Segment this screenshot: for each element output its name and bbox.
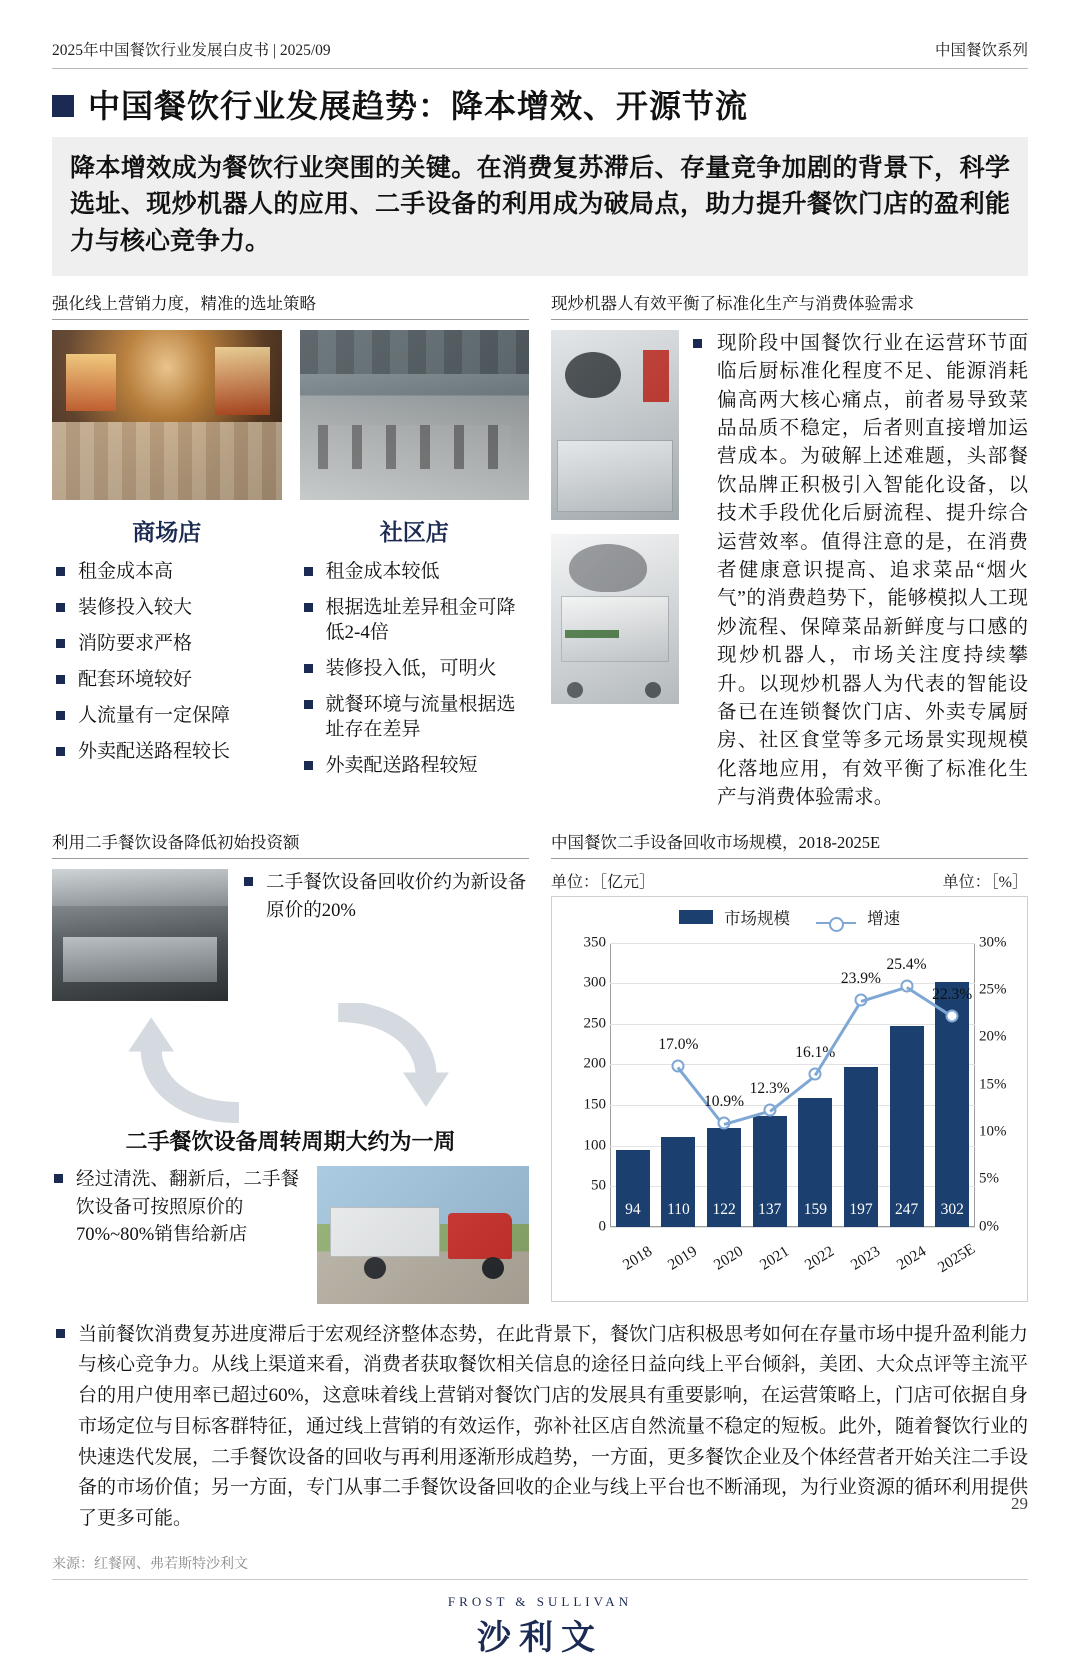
cycle-arrows	[52, 1003, 529, 1123]
list-item: 租金成本较低	[300, 559, 530, 584]
chart-bar-label: 94	[625, 1200, 641, 1218]
brand-en-text: FROST & SULLIVAN	[447, 1594, 633, 1610]
brand-logo	[52, 1594, 1028, 1659]
chart-bar-label: 247	[894, 1200, 919, 1218]
chart-canvas	[551, 896, 1028, 1302]
chart-x-tick: 2019	[665, 1242, 701, 1274]
chart-y2-tick: 25%	[979, 981, 1007, 998]
chart-unit-right: 单位：［%］	[942, 873, 1028, 891]
chart-y2-tick: 15%	[979, 1076, 1007, 1093]
list-item: 配套环境较好	[52, 667, 282, 692]
title-text: 中国餐饮行业发展趋势：降本增效、开源节流	[88, 88, 749, 124]
chart-x-tick: 2020	[710, 1242, 747, 1274]
legend-item-line	[816, 905, 900, 929]
community-bullet-list	[300, 559, 530, 779]
kitchen-equipment-photo	[52, 869, 228, 1001]
chart-x-tick: 2022	[802, 1242, 838, 1274]
list-item: 人流量有一定保障	[52, 703, 282, 728]
legend-bar-label: 市场规模	[724, 908, 790, 928]
chart-bar-label: 122	[712, 1200, 736, 1218]
chart-bar-label: 110	[667, 1200, 690, 1218]
source-note: 来源：红餐网、弗若斯特沙利文	[52, 1557, 248, 1573]
cycle-title-text: 二手餐饮设备周转周期大约为一周	[125, 1128, 456, 1154]
chart-heading: 中国餐饮二手设备回收市场规模，2018-2025E	[551, 829, 1028, 859]
chart-y-tick: 300	[583, 974, 606, 991]
list-item: 根据选址差异租金可降低2-4倍	[300, 595, 530, 645]
chart-y2-tick: 20%	[979, 1028, 1007, 1045]
header-divider	[52, 68, 1028, 69]
store-name-mall: 商场店	[132, 519, 202, 545]
chart-bar-label: 137	[758, 1200, 782, 1218]
panel-secondhand-heading: 利用二手餐饮设备降低初始投资额	[52, 829, 529, 859]
legend-line-label: 增速	[867, 908, 901, 928]
chart-x-tick: 2018	[619, 1242, 655, 1274]
chart-line-label: 25.4%	[886, 956, 927, 974]
chart-y-tick: 200	[583, 1055, 606, 1072]
chart-gridline	[610, 983, 975, 984]
chart-legend	[552, 897, 1027, 929]
header-left-text: 2025年中国餐饮行业发展白皮书 | 2025/09	[52, 42, 331, 59]
panel-market-size-chart	[551, 829, 1028, 1304]
chart-x-tick: 2024	[893, 1242, 929, 1274]
chart-gridline	[610, 1227, 975, 1228]
list-item: 装修投入较大	[52, 595, 282, 620]
cooking-robot-paragraph: 现阶段中国餐饮行业在运营环节面临后厨标准化程度不足、能源消耗偏高两大核心痛点，前者易导致菜品品质不稳定，后者则直接增加运营成本。为破解上述难题，头部餐饮品牌正积极引入智能化设备，以技术手段优化后厨流程、提升综合运营效率。值得注意的是，在消费者健康意识提高、追求菜品“烟火气”的消费趋势下，能够模拟人工现炒流程、保障菜品新鲜度与口感的现炒机器人，市场关注度持续攀升。以现炒机器人为代表的智能设备已在连锁餐饮门店、外卖专属厨房、社区食堂等多元场景实现规模化落地应用，有效平衡了标准化生产与消费体验需求。	[691, 330, 1028, 813]
chart-y-tick: 150	[583, 1096, 606, 1113]
secondhand-resale-text: 经过清洗、翻新后，二手餐饮设备可按照原价的70%~80%销售给新店	[52, 1166, 307, 1250]
store-name-community: 社区店	[379, 519, 449, 545]
logistics-truck-photo	[317, 1166, 529, 1304]
chart-x-tick: 2021	[756, 1242, 792, 1274]
chart-y-tick: 50	[591, 1177, 606, 1194]
panel-cooking-robot-heading: 现炒机器人有效平衡了标准化生产与消费体验需求	[551, 290, 1028, 320]
mall-bullet-list	[52, 559, 282, 764]
mall-store-photo	[52, 330, 282, 500]
cooking-robot-photo-1	[551, 330, 679, 520]
legend-line-swatch	[816, 922, 856, 924]
footer-divider	[52, 1579, 1028, 1580]
chart-x-tick: 2025E	[935, 1239, 979, 1276]
chart-y-tick: 0	[598, 1218, 606, 1235]
panel-secondhand-equipment	[52, 829, 529, 1304]
chart-y2-tick: 30%	[979, 934, 1007, 951]
list-item: 装修投入低，可明火	[300, 656, 530, 681]
page-title	[52, 81, 1028, 127]
content-grid	[52, 290, 1028, 1304]
chart-y2-tick: 0%	[979, 1218, 999, 1235]
panel-cooking-robot	[551, 290, 1028, 813]
chart-y2-tick: 10%	[979, 1123, 1007, 1140]
title-square-icon	[52, 95, 74, 117]
chart-plot-area	[583, 934, 1007, 1276]
list-item: 外卖配送路程较短	[300, 753, 530, 778]
legend-bar-swatch	[679, 910, 713, 924]
list-item: 租金成本高	[52, 559, 282, 584]
chart-gridline	[610, 1024, 975, 1025]
footer-paragraph: 当前餐饮消费复苏进度滞后于宏观经济整体态势，在此背景下，餐饮门店积极思考如何在存量市场中提升盈利能力与核心竞争力。从线上渠道来看，消费者获取餐饮相关信息的途径日益向线上平台倾斜，美团、大众点评等主流平台的用户使用率已超过60%，这意味着线上营销对餐饮门店的发展具有重要影响，在运营策略上，门店可依据自身市场定位与目标客群特征，通过线上营销的有效运作，弥补社区店自然流量不稳定的短板。此外，随着餐饮行业的快速迭代发展，二手餐饮设备的回收与再利用逐渐形成趋势，一方面，更多餐饮企业及个体经营者开始关注二手设备的市场价值；另一方面，专门从事二手餐饮设备回收的企业与线上平台也不断涌现，为行业资源的循环利用提供了更多可能。	[52, 1320, 1028, 1535]
chart-x-tick: 2023	[847, 1242, 884, 1274]
legend-item-bar	[679, 905, 790, 929]
chart-line-label: 23.9%	[840, 970, 881, 988]
panel-site-selection-heading: 强化线上营销力度，精准的选址策略	[52, 290, 529, 320]
lead-paragraph: 降本增效成为餐饮行业突围的关键。在消费复苏滞后、存量竞争加剧的背景下，科学选址、现炒机器人的应用、二手设备的利用成为破局点，助力提升餐饮门店的盈利能力与核心竞争力。	[52, 137, 1028, 276]
chart-y2-tick: 5%	[979, 1170, 999, 1187]
panel-site-selection	[52, 290, 529, 813]
list-item: 消防要求严格	[52, 631, 282, 656]
chart-line-label: 10.9%	[704, 1093, 745, 1111]
chart-line-label: 22.3%	[932, 985, 973, 1003]
chart-y-tick: 350	[583, 934, 606, 951]
list-item: 外卖配送路程较长	[52, 739, 282, 764]
chart-y-axis	[610, 943, 611, 1227]
chart-bar	[890, 1026, 924, 1226]
chart-bar-label: 302	[940, 1200, 964, 1218]
community-store-photo	[300, 330, 530, 500]
chart-y-tick: 250	[583, 1015, 606, 1032]
chart-line-label: 16.1%	[795, 1044, 836, 1062]
circular-arrow-icon	[52, 1003, 529, 1123]
chart-line-point	[946, 1009, 959, 1022]
chart-bar-label: 159	[803, 1200, 827, 1218]
chart-line-label: 17.0%	[658, 1035, 699, 1053]
page-header	[52, 38, 1028, 66]
community-store-photo-wrap	[300, 330, 530, 500]
mall-store-photo-wrap	[52, 330, 282, 500]
page-number: 29	[1011, 1494, 1028, 1513]
cooking-robot-photo-2	[551, 534, 679, 704]
robot-photos	[551, 330, 679, 813]
store-bullet-columns	[52, 547, 529, 790]
chart-bar-label: 197	[849, 1200, 873, 1218]
chart-y2-axis	[974, 943, 975, 1227]
store-photos	[52, 330, 529, 500]
brand-cn-text: 沙利文	[477, 1620, 603, 1658]
list-item: 就餐环境与流量根据选址存在差异	[300, 692, 530, 742]
chart-unit-left: 单位：［亿元］	[551, 873, 656, 891]
chart-line-label: 12.3%	[749, 1080, 790, 1098]
header-right-text: 中国餐饮系列	[934, 42, 1028, 59]
chart-y-tick: 100	[583, 1137, 606, 1153]
chart-units-row	[551, 869, 1028, 892]
chart-gridline	[610, 943, 975, 944]
secondhand-recycle-price-text: 二手餐饮设备回收价约为新设备原价的20%	[242, 869, 529, 1001]
store-name-row	[52, 514, 529, 547]
